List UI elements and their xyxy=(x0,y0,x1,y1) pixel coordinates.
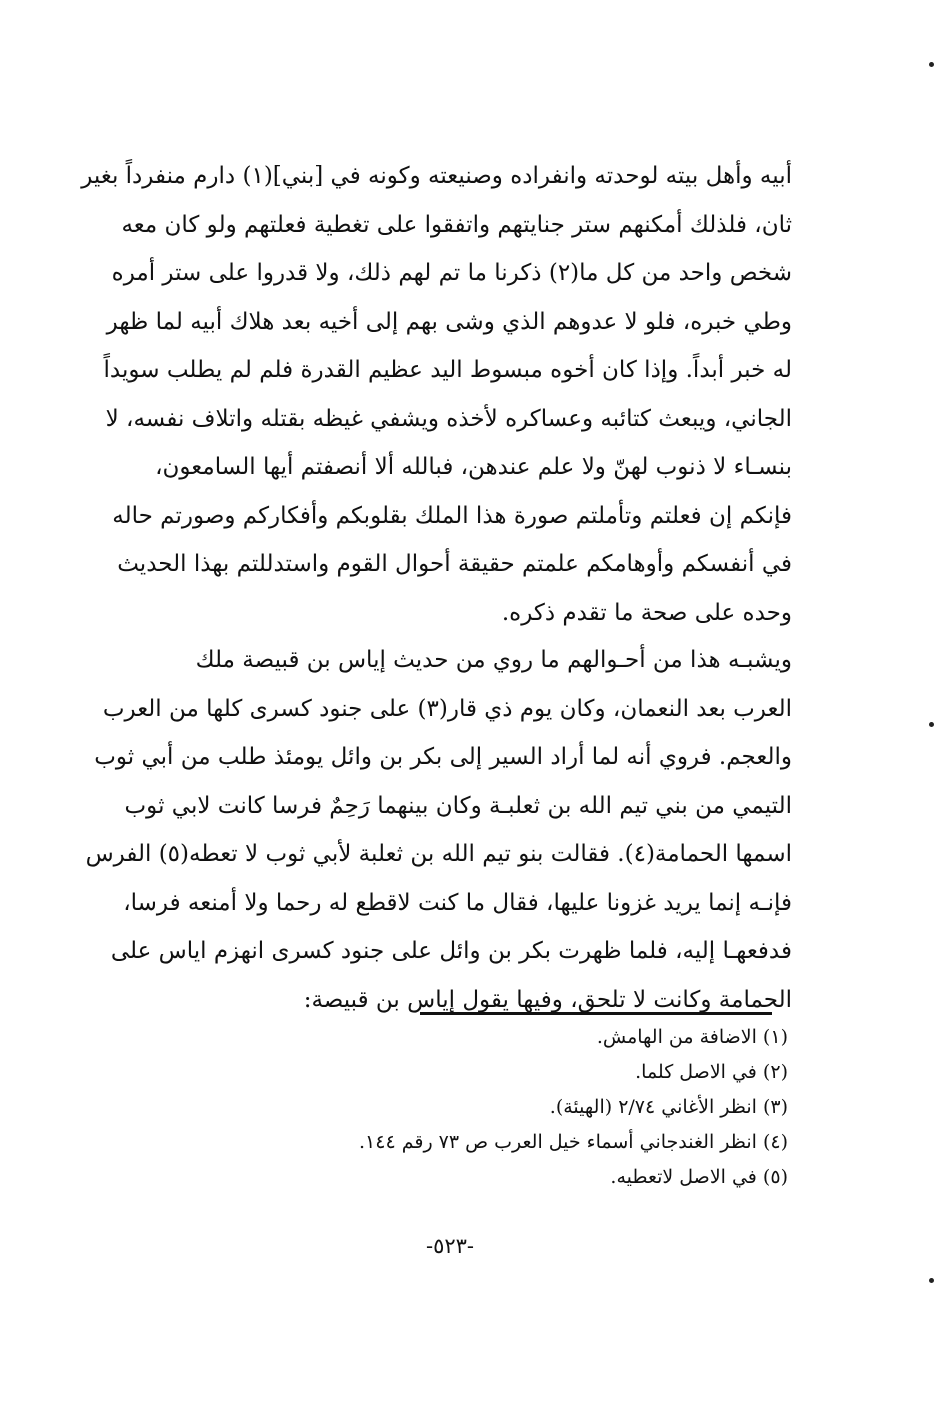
text-line: أبيه وأهل بيته لوحدته وانفراده وصنيعته وكونه في [بني](١) دارم منفرداً بغير xyxy=(81,163,792,189)
main-paragraph-1 xyxy=(81,152,792,637)
text-line: ثان، فلذلك أمكنهم ستر جنايتهم واتفقوا على تغطية فعلتهم ولو كان معه xyxy=(121,211,792,238)
footnote: (٤) انظر الغندجاني أسماء خيل العرب ص ٧٣ رقم ١٤٤. xyxy=(359,1131,788,1153)
text-line: بنسـاء لا ذنوب لهنّ ولا علم عندهن، فبالله ألا أنصفتم أيها السامعون، xyxy=(155,454,792,480)
footnote: (٥) في الاصل لاتعطيه. xyxy=(610,1166,788,1188)
text-line: العرب بعد النعمان، وكان يوم ذي قار(٣) على جنود كسرى كلها من العرب xyxy=(102,695,792,722)
footnote: (٣) انظر الأغاني ٢/٧٤ (الهيئة). xyxy=(549,1096,788,1118)
text-line: له خبر أبداً. وإذا كان أخوه مبسوط اليد عظيم القدرة فلم لم يطلب سويداً xyxy=(103,357,792,383)
footnote: (٢) في الاصل كلما. xyxy=(635,1061,788,1083)
text-line: فإنكم إن فعلتم وتأملتم صورة هذا الملك بقلوبكم وأفكاركم وصورتم حاله xyxy=(112,502,792,529)
footnote-separator xyxy=(420,1012,772,1015)
text-line: اسمها الحمامة(٤). فقالت بنو تيم الله بن ثعلبة لأبي ثوب لا تعطه(٥) الفرس xyxy=(85,841,792,867)
text-line: ويشبـه هذا من أحـوالهم ما روي من حديث إياس بن قبيصة ملك xyxy=(195,647,792,673)
text-line: فدفعهـا إليه، فلما ظهرت بكر بن وائل على جنود كسرى انهزم اياس على xyxy=(110,938,792,964)
text-line: وطي خبره، فلو لا عدوهم الذي وشى بهم إلى أخيه بعد هلاك أبيه لما ظهر xyxy=(106,308,792,335)
scan-mark xyxy=(929,1278,934,1283)
main-paragraph-2 xyxy=(85,636,792,1024)
scan-mark xyxy=(929,62,934,67)
text-line: في أنفسكم وأوهامكم علمتم حقيقة أحوال القوم واستدللتم بهذا الحديث xyxy=(117,551,792,577)
text-line: وحده على صحة ما تقدم ذكره. xyxy=(501,599,792,626)
scan-mark xyxy=(929,722,934,727)
page-number: -٥٢٣- xyxy=(425,1234,475,1258)
footnote: (١) الاضافة من الهامش. xyxy=(596,1026,788,1048)
footnotes xyxy=(200,1020,788,1195)
text-line: التيمي من بني تيم الله بن ثعلبـة وكان بينهما رَحِمٌ فرسا كانت لابي ثوب xyxy=(124,792,792,819)
text-line: والعجم. فروي أنه لما أراد السير إلى بكر بن وائل يومئذ طلب من أبي ثوب xyxy=(94,744,792,770)
text-line: الحمامة وكانت لا تلحق، وفيها يقول إياس بن قبيصة: xyxy=(303,986,792,1013)
text-line: فإنـه إنما يريد غزونا عليها، فقال ما كنت لاقطع له رحما ولا أمنعه فرسا، xyxy=(123,889,792,916)
text-line: شخص واحد من كل ما(٢) ذكرنا ما تم لهم ذلك، ولا قدروا على ستر أمره xyxy=(111,260,792,286)
text-line: الجاني، ويبعث كتائبه وعساكره لأخذه ويشفي غيظه بقتله واتلاف نفسه، لا xyxy=(105,405,792,432)
